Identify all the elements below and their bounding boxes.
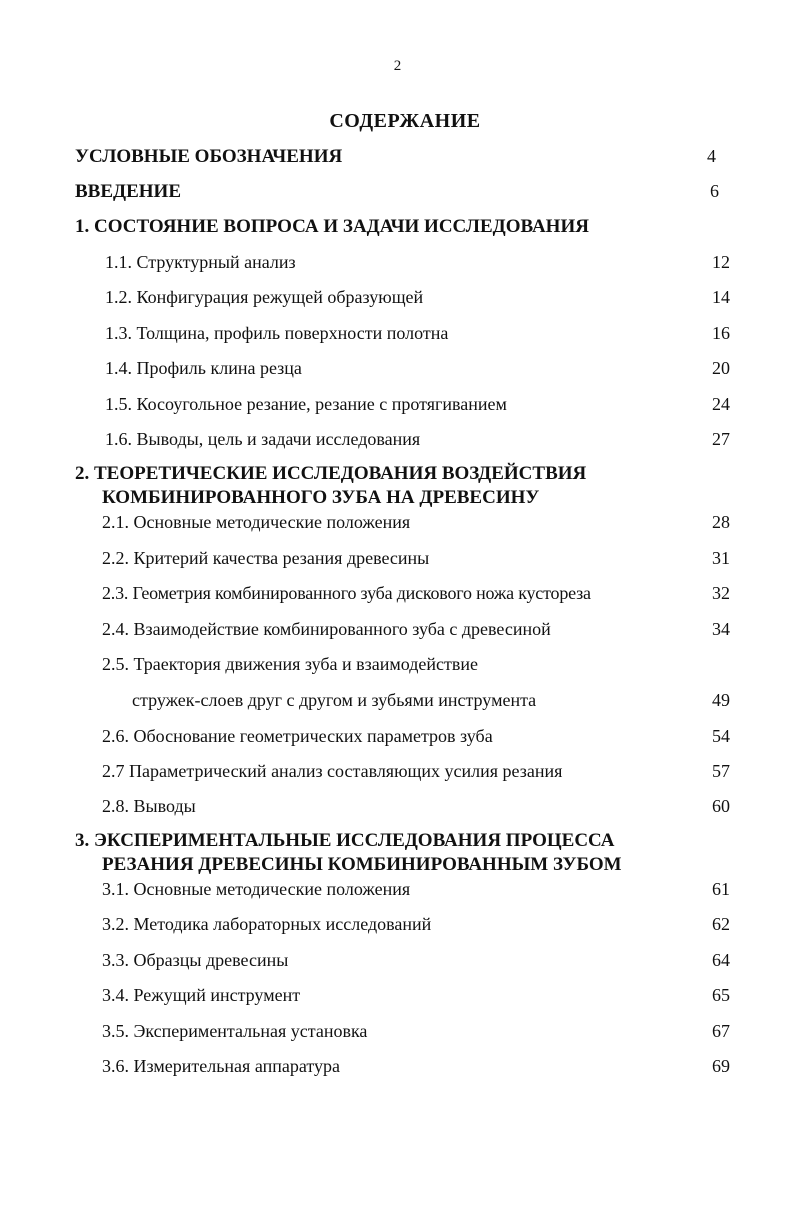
toc-page-3-1: 61 xyxy=(712,879,730,899)
toc-entry-2-8: 2.8. Выводы xyxy=(102,796,196,816)
toc-page-1-3: 16 xyxy=(712,323,730,343)
page-number: 2 xyxy=(393,58,402,74)
toc-page-3-5: 67 xyxy=(712,1021,730,1041)
toc-entry-3-6: 3.6. Измерительная аппаратура xyxy=(102,1056,340,1076)
toc-entry-2-4: 2.4. Взаимодействие комбинированного зуба с древесиной xyxy=(102,619,551,639)
toc-entry-chapter-3-line2: РЕЗАНИЯ ДРЕВЕСИНЫ КОМБИНИРОВАННЫМ ЗУБОМ xyxy=(102,854,622,875)
toc-entry-chapter-3-line1: 3. ЭКСПЕРИМЕНТАЛЬНЫЕ ИССЛЕДОВАНИЯ ПРОЦЕССА xyxy=(75,830,615,851)
toc-entry-2-6: 2.6. Обоснование геометрических параметров зуба xyxy=(102,726,493,746)
toc-page-symbols: 4 xyxy=(707,146,716,166)
toc-page-2-3: 32 xyxy=(712,583,730,603)
toc-page-2-8: 60 xyxy=(712,796,730,816)
toc-entry-symbols: УСЛОВНЫЕ ОБОЗНАЧЕНИЯ xyxy=(75,146,343,167)
toc-entry-2-5-line2: стружек-слоев друг с другом и зубьями инструмента xyxy=(132,690,537,710)
toc-entry-chapter-2-line2: КОМБИНИРОВАННОГО ЗУБА НА ДРЕВЕСИНУ xyxy=(102,487,540,508)
toc-entry-2-7: 2.7 Параметрический анализ составляющих усилия резания xyxy=(102,761,563,781)
toc-page-1-5: 24 xyxy=(712,394,730,414)
toc-page-1-6: 27 xyxy=(712,429,730,449)
toc-entry-3-3: 3.3. Образцы древесины xyxy=(102,950,289,970)
toc-entry-2-1: 2.1. Основные методические положения xyxy=(102,512,411,532)
toc-entry-1-5: 1.5. Косоугольное резание, резание с протягиванием xyxy=(105,394,507,414)
toc-entry-1-1: 1.1. Структурный анализ xyxy=(105,252,296,272)
toc-page-2-5: 49 xyxy=(712,690,730,710)
toc-page-1-1: 12 xyxy=(712,252,730,272)
toc-page-2-6: 54 xyxy=(712,726,730,746)
toc-entry-3-5: 3.5. Экспериментальная установка xyxy=(102,1021,368,1041)
toc-entry-chapter-1: 1. СОСТОЯНИЕ ВОПРОСА И ЗАДАЧИ ИССЛЕДОВАНИЯ xyxy=(75,216,589,237)
toc-title: СОДЕРЖАНИЕ xyxy=(329,110,481,132)
toc-entry-3-2: 3.2. Методика лабораторных исследований xyxy=(102,914,432,934)
toc-entry-1-2: 1.2. Конфигурация режущей образующей xyxy=(105,287,424,307)
toc-entry-3-1: 3.1. Основные методические положения xyxy=(102,879,411,899)
toc-page-1-2: 14 xyxy=(712,287,730,307)
toc-page-2-7: 57 xyxy=(712,761,730,781)
toc-entry-2-3: 2.3. Геометрия комбинированного зуба дискового ножа кустореза xyxy=(102,583,591,603)
toc-entry-1-3: 1.3. Толщина, профиль поверхности полотна xyxy=(105,323,449,343)
toc-page-3-4: 65 xyxy=(712,985,730,1005)
toc-page-2-4: 34 xyxy=(712,619,730,639)
toc-page-2-2: 31 xyxy=(712,548,730,568)
toc-entry-1-4: 1.4. Профиль клина резца xyxy=(105,358,302,378)
toc-page-2-1: 28 xyxy=(712,512,730,532)
toc-page-3-3: 64 xyxy=(712,950,730,970)
toc-page-3-2: 62 xyxy=(712,914,730,934)
toc-entry-intro: ВВЕДЕНИЕ xyxy=(75,181,181,202)
toc-entry-2-2: 2.2. Критерий качества резания древесины xyxy=(102,548,430,568)
toc-entry-chapter-2-line1: 2. ТЕОРЕТИЧЕСКИЕ ИССЛЕДОВАНИЯ ВОЗДЕЙСТВИЯ xyxy=(75,463,587,484)
toc-entry-2-5-line1: 2.5. Траектория движения зуба и взаимодействие xyxy=(102,654,478,674)
toc-entry-1-6: 1.6. Выводы, цель и задачи исследования xyxy=(105,429,421,449)
toc-entry-3-4: 3.4. Режущий инструмент xyxy=(102,985,301,1005)
toc-page-3-6: 69 xyxy=(712,1056,730,1076)
toc-page-1-4: 20 xyxy=(712,358,730,378)
toc-page-intro: 6 xyxy=(710,181,719,201)
